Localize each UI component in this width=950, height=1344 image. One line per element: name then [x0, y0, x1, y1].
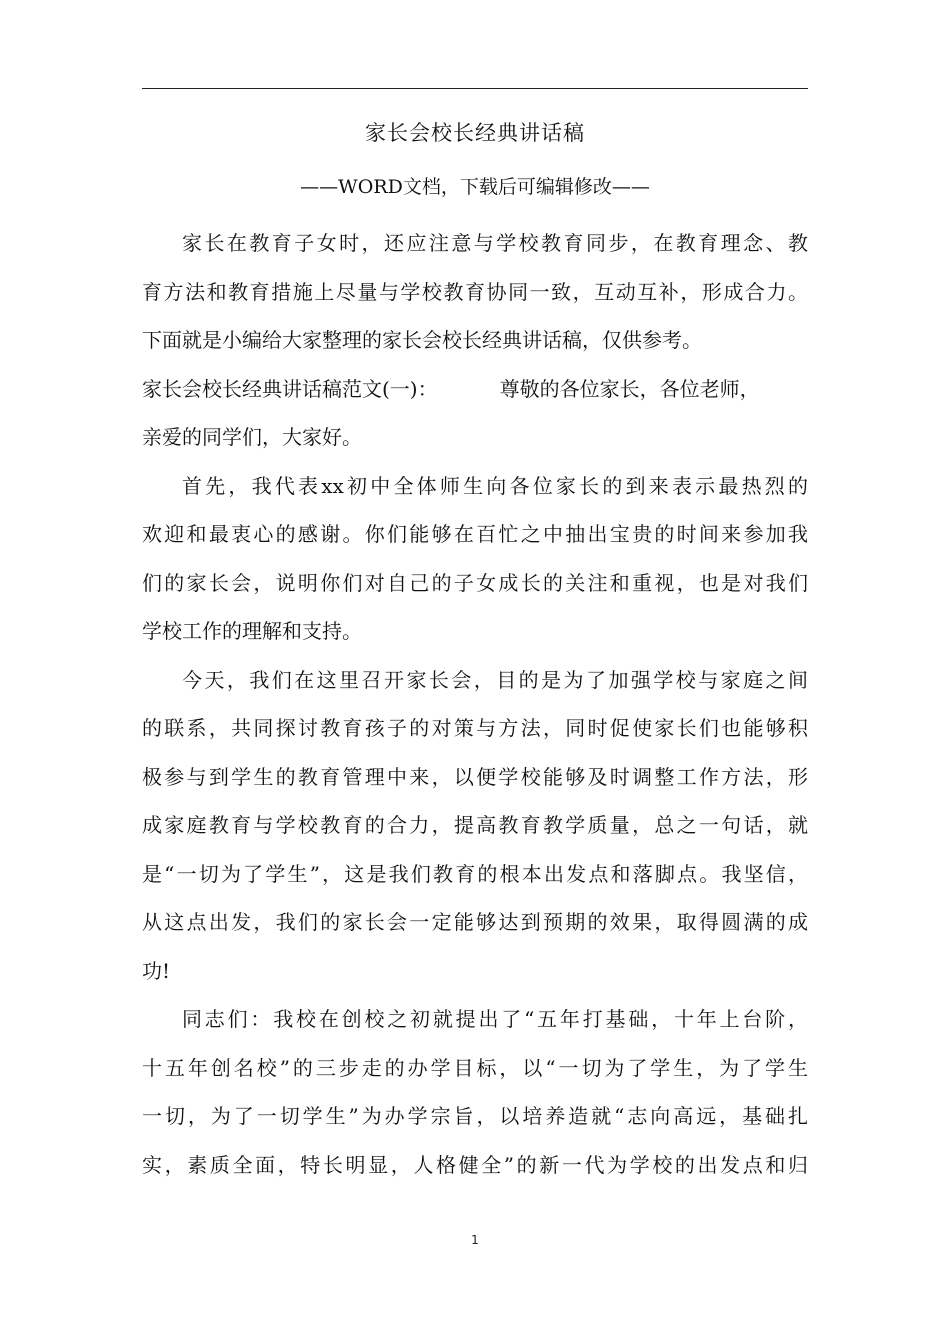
document-title: 家长会校长经典讲话稿 — [365, 121, 585, 145]
text-line: 功! — [142, 958, 171, 983]
text-line: 们的家长会，说明你们对自己的子女成长的关注和重视，也是对我们 — [142, 570, 808, 595]
paragraph — [142, 656, 808, 996]
text-line: 同志们：我校在创校之初就提出了“五年打基础，十年上台阶， — [182, 1007, 808, 1031]
text-line: 极参与到学生的教育管理中来，以便学校能够及时调整工作方法，形 — [142, 764, 808, 789]
text-line: 的联系，共同探讨教育孩子的对策与方法，同时促使家长们也能够积 — [142, 716, 808, 740]
greeting-text: 尊敬的各位家长，各位老师， — [499, 376, 760, 401]
text-line: 亲爱的同学们，大家好。 — [142, 425, 362, 449]
text-line: 学校工作的理解和支持。 — [142, 619, 362, 643]
text-line: 成家庭教育与学校教育的合力，提高教育教学质量，总之一句话，就 — [142, 813, 808, 837]
text-line: 是“一切为了学生”，这是我们教育的根本出发点和落脚点。我坚信， — [142, 861, 808, 886]
document-subtitle: ——WORD文档，下载后可编辑修改—— — [300, 176, 650, 198]
page-number: 1 — [471, 1233, 479, 1247]
text-line: 今天，我们在这里召开家长会，目的是为了加强学校与家庭之间 — [182, 667, 808, 692]
text-line: 首先，我代表xx初中全体师生向各位家长的到来表示最热烈的 — [182, 473, 808, 498]
section-heading: 家长会校长经典讲话稿范文(一)： — [142, 376, 438, 401]
text-line: 育方法和教育措施上尽量与学校教育协同一致，互动互补，形成合力。 — [142, 279, 808, 304]
text-line: 实，素质全面，特长明显，人格健全”的新一代为学校的出发点和归 — [142, 1152, 808, 1177]
text-line: 从这点出发，我们的家长会一定能够达到预期的效果，取得圆满的成 — [142, 910, 808, 934]
header-rule — [142, 88, 808, 89]
paragraph — [142, 219, 808, 365]
text-line: 十五年创名校”的三步走的办学目标，以“一切为了学生，为了学生 — [142, 1055, 808, 1080]
document-body — [142, 219, 808, 1189]
paragraph — [142, 995, 808, 1189]
text-line: 下面就是小编给大家整理的家长会校长经典讲话稿，仅供参考。 — [142, 328, 702, 352]
paragraph — [142, 462, 808, 656]
text-line: 欢迎和最衷心的感谢。你们能够在百忙之中抽出宝贵的时间来参加我 — [142, 522, 808, 546]
text-line: 一切，为了一切学生”为办学宗旨，以培养造就“志向高远，基础扎 — [142, 1104, 808, 1128]
text-line: 家长在教育子女时，还应注意与学校教育同步，在教育理念、教 — [182, 231, 808, 255]
text-line — [142, 365, 808, 414]
paragraph — [142, 365, 808, 462]
